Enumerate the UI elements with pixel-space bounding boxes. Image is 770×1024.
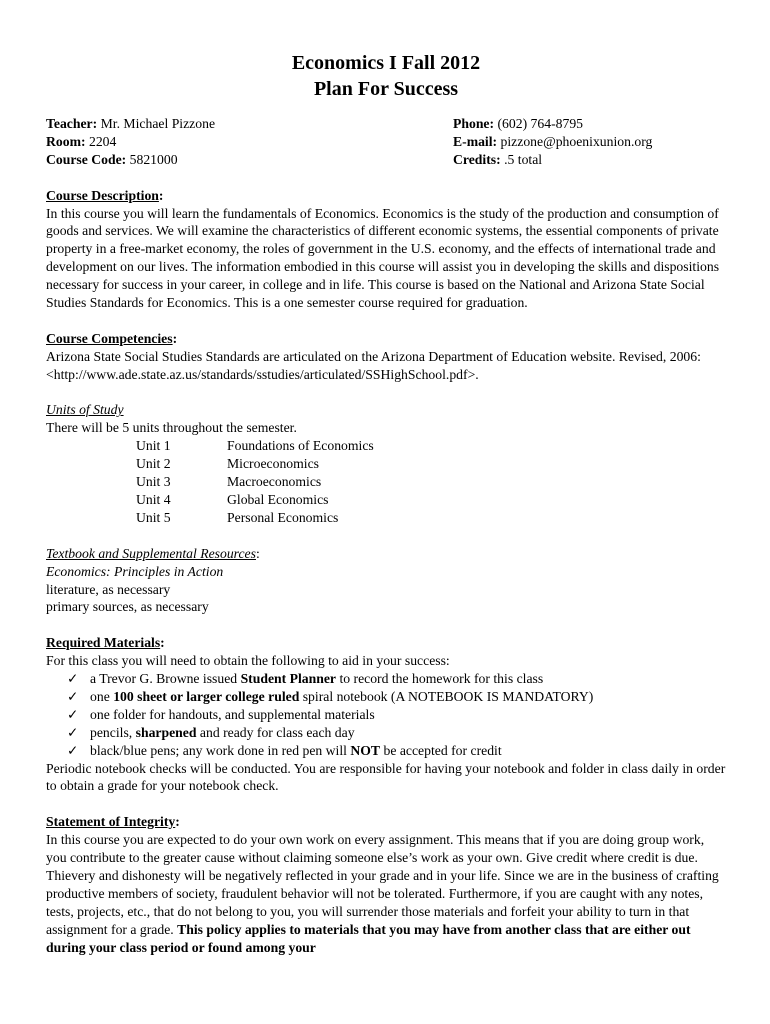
course-code-value: 5821000 [126,151,178,167]
document-title [46,50,726,102]
unit-name: Microeconomics [227,456,319,472]
textbook-section [46,545,726,617]
checkmark-icon: ✓ [67,671,79,687]
room-label: Room: [46,133,86,149]
course-competencies-body: Arizona State Social Studies Standards are articulated on the Arizona Department of Education website. Revised, 2006: <http://www.ade.state.az.us/standards/sstudies/articulated/SSHighSchool.pdf>. [46,348,701,382]
course-info-right [453,115,726,169]
room-value: 2204 [85,133,117,149]
course-info [46,115,726,169]
resource-item: literature, as necessary [46,581,171,597]
teacher-label: Teacher: [46,116,98,131]
textbook-heading: Textbook and Supplemental Resources: [46,545,260,561]
unit-number: Unit 5 [136,509,171,525]
units-of-study-section [46,401,726,526]
unit-number: Unit 2 [136,456,171,472]
checklist-item: ✓ black/blue pens; any work done in red pen will NOT be accepted for credit [67,742,502,758]
required-materials-section [46,634,726,795]
teacher-value: Mr. Michael Pizzone [97,116,216,131]
required-materials-heading: Required Materials: [46,635,165,651]
unit-row [136,491,726,509]
integrity-body: In this course you are expected to do your own work on every assignment. This means that if you are doing group work, you contribute to the greater cause without claiming someone else’s work as your own. Give credit where credit is due. Thievery and dishonesty will be negatively reflected in your grade and in your life. Since we are in the business of crafting productive members of society, fraudulent behavior will not be tolerated. Furthermore, if you are caught with any notes, tests, projects, etc., that do not belong to you, you will surrender those materials and forfeit your ability to turn in that assignment for a grade. This policy applies to materials that you may have from another class that are either out during your class period or found among your [46,832,719,955]
units-intro: There will be 5 units throughout the semester. [46,420,297,436]
integrity-heading: Statement of Integrity: [46,814,180,830]
unit-name: Global Economics [227,491,329,507]
checklist-item: ✓ one 100 sheet or larger college ruled spiral notebook (A NOTEBOOK IS MANDATORY) [67,688,594,704]
materials-checklist [46,670,726,760]
unit-row [136,437,726,455]
textbook-title: Economics: Principles in Action [46,563,224,579]
email-line [453,133,726,151]
unit-row [136,455,726,473]
unit-name: Foundations of Economics [227,438,374,454]
unit-number: Unit 1 [136,438,171,454]
checkmark-icon: ✓ [67,688,79,704]
checklist-item: ✓ pencils, sharpened and ready for class each day [67,724,355,740]
checklist-item: ✓ one folder for handouts, and supplemental materials [67,706,375,722]
unit-number: Unit 3 [136,474,171,490]
course-description-section [46,187,726,312]
checkmark-icon: ✓ [67,724,79,740]
title-line-2: Plan For Success [313,78,459,100]
unit-row [136,473,726,491]
credits-value: .5 total [500,151,543,167]
required-materials-closing: Periodic notebook checks will be conducted. You are responsible for having your notebook and folder in class daily in order to obtain a grade for your notebook check. [46,760,726,794]
unit-row [136,509,726,527]
phone-value: (602) 764-8795 [494,116,584,131]
credits-line [453,151,726,169]
unit-name: Macroeconomics [227,474,322,490]
course-info-left [46,115,453,169]
course-description-body: In this course you will learn the fundamentals of Economics. Economics is the study of the production and consumption of goods and services. We will examine the characteristics of different economic systems, the essential components of private property in a free-market economy, the roles of government in the U.S. economy, and the effects of international trade and development on our lives. The information embodied in this course will assist you in developing the skills and dispositions necessary for success in your career, in college and in life. This course is based on the National and Arizona State Social Studies Standards for Economics. This is a one semester course required for graduation. [46,205,720,311]
teacher-line [46,115,453,133]
course-competencies-heading: Course Competencies: [46,330,178,346]
integrity-policy-bold: This policy applies to materials that you may have from another class that are either out during your class period or found among your [46,921,691,955]
credits-label: Credits: [453,151,501,167]
title-line-1: Economics I Fall 2012 [291,52,481,74]
document-page [46,50,726,957]
course-code-line [46,151,453,169]
course-code-label: Course Code: [46,151,127,167]
unit-name: Personal Economics [227,509,339,525]
units-of-study-heading: Units of Study [46,402,124,418]
resource-item: primary sources, as necessary [46,599,209,615]
course-competencies-section [46,330,726,384]
units-list [136,437,726,527]
required-materials-intro: For this class you will need to obtain the following to aid in your success: [46,653,450,669]
checklist-item: ✓ a Trevor G. Browne issued Student Planner to record the homework for this class [67,671,544,687]
integrity-section [46,813,726,956]
unit-number: Unit 4 [136,491,171,507]
email-label: E-mail: [453,133,498,149]
checkmark-icon: ✓ [67,706,79,722]
checkmark-icon: ✓ [67,742,79,758]
email-value[interactable]: pizzone@phoenixunion.org [497,133,653,149]
phone-line [453,115,726,133]
course-description-heading: Course Description: [46,187,164,203]
phone-label: Phone: [453,116,495,131]
room-line [46,133,453,151]
